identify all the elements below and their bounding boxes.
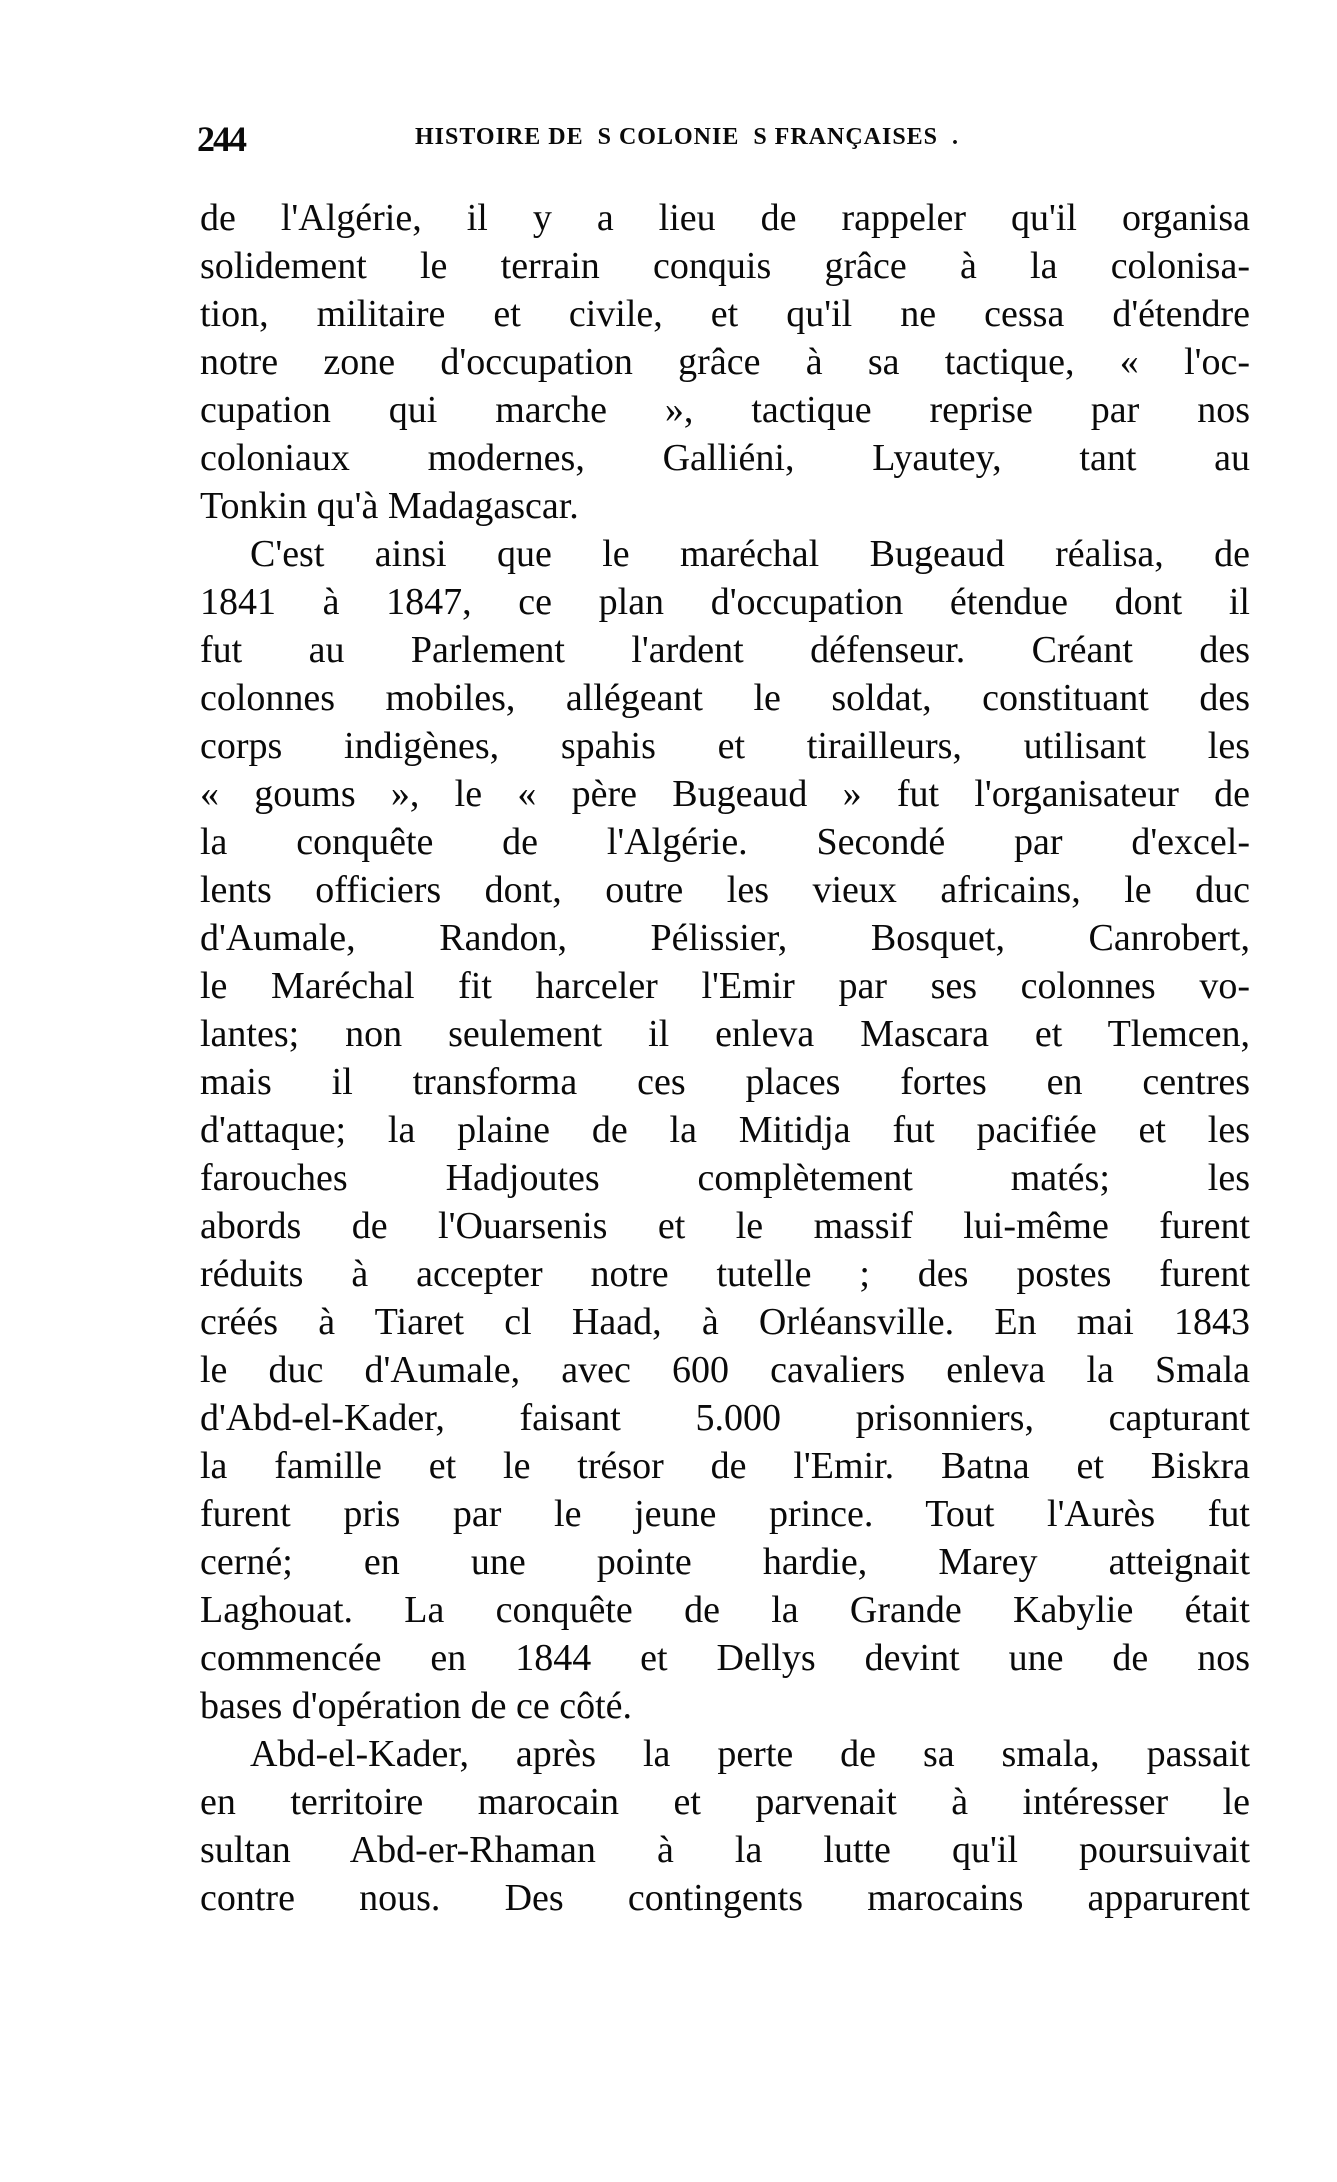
- text-line: fut au Parlement l'ardent défenseur. Créant des: [200, 629, 1250, 671]
- text-line: d'attaque; la plaine de la Mitidja fut pacifiée et les: [200, 1109, 1250, 1151]
- text-line: le duc d'Aumale, avec 600 cavaliers enleva la Smala: [200, 1349, 1250, 1391]
- text-line: cerné; en une pointe hardie, Marey atteignait: [200, 1541, 1250, 1583]
- text-line: tion, militaire et civile, et qu'il ne cessa d'étendre: [200, 293, 1250, 335]
- text-line: farouches Hadjoutes complètement matés; les: [200, 1157, 1250, 1199]
- text-line: abords de l'Ouarsenis et le massif lui-même furent: [200, 1205, 1250, 1247]
- text-line: Abd-el-Kader, après la perte de sa smala, passait: [250, 1733, 1250, 1775]
- text-line: colonnes mobiles, allégeant le soldat, constituant des: [200, 677, 1250, 719]
- text-line: le Maréchal fit harceler l'Emir par ses colonnes vo-: [200, 965, 1250, 1007]
- text-line: 1841 à 1847, ce plan d'occupation étendue dont il: [200, 581, 1250, 623]
- text-line: commencée en 1844 et Dellys devint une de nos: [200, 1637, 1250, 1679]
- running-head: [197, 118, 1247, 158]
- text-line: corps indigènes, spahis et tirailleurs, utilisant les: [200, 725, 1250, 767]
- text-line: solidement le terrain conquis grâce à la colonisa-: [200, 245, 1250, 287]
- text-line: « goums », le « père Bugeaud » fut l'organisateur de: [200, 773, 1250, 815]
- text-line: lents officiers dont, outre les vieux africains, le duc: [200, 869, 1250, 911]
- text-line: Tonkin qu'à Madagascar.: [200, 485, 579, 527]
- text-line: la conquête de l'Algérie. Secondé par d'excel-: [200, 821, 1250, 863]
- text-line: d'Abd-el-Kader, faisant 5.000 prisonniers, capturant: [200, 1397, 1250, 1439]
- text-line: d'Aumale, Randon, Pélissier, Bosquet, Canrobert,: [200, 917, 1250, 959]
- text-line: bases d'opération de ce côté.: [200, 1685, 633, 1727]
- text-line: Laghouat. La conquête de la Grande Kabylie était: [200, 1589, 1250, 1631]
- paragraph-3: [200, 1730, 1250, 1922]
- body-text: [200, 194, 1250, 1922]
- text-line: de l'Algérie, il y a lieu de rappeler qu'il organisa: [200, 197, 1250, 239]
- text-line: en territoire marocain et parvenait à intéresser le: [200, 1781, 1250, 1823]
- text-line: mais il transforma ces places fortes en centres: [200, 1061, 1250, 1103]
- text-line: furent pris par le jeune prince. Tout l'Aurès fut: [200, 1493, 1250, 1535]
- paragraph-1: [200, 194, 1250, 530]
- text-line: notre zone d'occupation grâce à sa tactique, « l'oc-: [200, 341, 1250, 383]
- text-line: lantes; non seulement il enleva Mascara et Tlemcen,: [200, 1013, 1250, 1055]
- paragraph-2: [200, 530, 1250, 1730]
- text-line: la famille et le trésor de l'Emir. Batna et Biskra: [200, 1445, 1250, 1487]
- text-line: réduits à accepter notre tutelle ; des postes furent: [200, 1253, 1250, 1295]
- text-line: contre nous. Des contingents marocains apparurent: [200, 1877, 1250, 1919]
- page-number: 244: [197, 119, 245, 159]
- text-line: cupation qui marche », tactique reprise par nos: [200, 389, 1250, 431]
- text-line: créés à Tiaret cl Haad, à Orléansville. En mai 1843: [200, 1301, 1250, 1343]
- text-line: sultan Abd-er-Rhaman à la lutte qu'il poursuivait: [200, 1829, 1250, 1871]
- text-line: coloniaux modernes, Galliéni, Lyautey, tant au: [200, 437, 1250, 479]
- running-title: HISTOIRE DE S COLONIE S FRANÇAISES .: [415, 124, 960, 150]
- text-line: C'est ainsi que le maréchal Bugeaud réalisa, de: [250, 533, 1250, 575]
